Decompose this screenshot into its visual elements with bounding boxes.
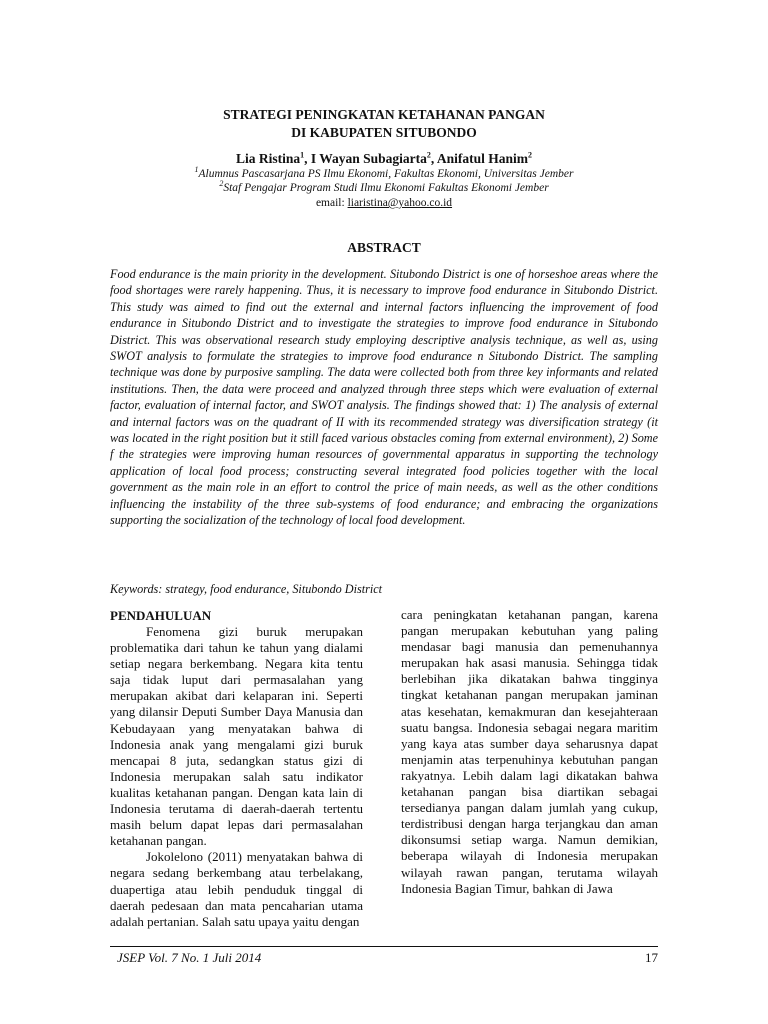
author-1: Lia Ristina	[235, 151, 301, 166]
author-email	[110, 196, 658, 210]
author-separator-2: ,	[430, 151, 437, 166]
email-link[interactable]: liaristina@yahoo.co.id	[347, 197, 453, 209]
affiliation-2-sup: 2	[219, 179, 224, 189]
author-1-sup: 1	[300, 150, 305, 160]
footer-journal-info: JSEP Vol. 7 No. 1 Juli 2014	[117, 950, 262, 965]
author-separator-1: ,	[304, 151, 311, 166]
keywords: Keywords: strategy, food endurance, Situbondo District	[110, 582, 383, 596]
paragraph-2: Jokolelono (2011) menyatakan bahwa di negara sedang berkembang atau terbelakang, duapertiga atau lebih penduduk tinggal di daerah pedesaan dan mata pencaharian utama adalah pertanian. Salah satu upaya yaitu dengan	[110, 849, 363, 929]
author-2-sup: 2	[426, 150, 431, 160]
body-column-right	[401, 607, 658, 897]
footer-divider	[110, 946, 658, 947]
paper-title	[110, 106, 658, 142]
paragraph-3: cara peningkatan ketahanan pangan, karena pangan merupakan kebutuhan yang paling mendasar bagi manusia dan pemenuhannya merupakan hak asasi manusia. Sehingga tidak berlebihan jika dikatakan bahwa tingginya tingkat ketahanan pangan merupakan jaminan atas kesehatan, kemakmuran dan kesejahteraan suatu bangsa. Indonesia sebagai negara maritim yang kaya atas sumber daya seharusnya dapat menjamin atas terpenuhinya kebutuhan pangan rakyatnya. Lebih dalam lagi dikatakan bahwa ketahanan pangan bisa diartikan sebagai tersedianya pangan dalam jumlah yang cukup, terdistribusi dengan harga terjangkau dan aman dikonsumsi setiap warga. Namun demikian, beberapa wilayah di Indonesia merupakan wilayah rawan pangan, terutama wilayah Indonesia Bagian Timur, bahkan di Jawa	[401, 607, 658, 896]
affiliation-1	[110, 167, 658, 181]
author-3: Anifatul Hanim	[436, 151, 529, 166]
affiliation-2-text: Staf Pengajar Program Studi Ilmu Ekonomi Fakultas Ekonomi Jember	[223, 182, 549, 194]
author-2: I Wayan Subagiarta	[310, 151, 427, 166]
email-label: email:	[315, 197, 348, 209]
title-line-1: STRATEGI PENINGKATAN KETAHANAN PANGAN	[223, 107, 545, 122]
author-list	[110, 150, 658, 168]
abstract-heading: ABSTRACT	[347, 240, 421, 255]
paragraph-1: Fenomena gizi buruk merupakan problematika dari tahun ke tahun yang dialami setiap negara berkembang. Negara kita tentu saja tidak luput dari permasalahan yang merupakan akibat dari kelaparan ini. Seperti yang dilansir Deputi Sumber Daya Manusia dan Kebudayaan yang menyatakan bahwa di Indonesia anak yang mengalami gizi buruk mencapai 8 juta, sedangkan status gizi di Indonesia merupakan salah satu indikator kualitas ketahanan pangan. Dengan kata lain di Indonesia terutama di daerah-daerah tertentu masih belum dapat lepas dari permasalahan ketahanan pangan.	[110, 624, 363, 849]
affiliation-1-sup: 1	[194, 165, 199, 175]
footer-page-number: 17	[645, 950, 658, 965]
affiliation-2	[110, 181, 658, 195]
body-column-left	[110, 608, 363, 930]
abstract-body: Food endurance is the main priority in the development. Situbondo District is one of horseshoe areas where the food shortages were rarely happening. Thus, it is necessary to improve food endurance in Situbondo District. This study was aimed to find out the external and internal factors influencing the improvement of food endurance in Situbondo District and to investigate the strategies to improve food endurance in Situbondo District. This was observational research study employing descriptive analysis technique, as well as, using SWOT analysis to formulate the strategies to improve food endurance n Situbondo District. The sampling technique was done by purposive sampling. The data were collected both from three key informants and related institutions. Then, the data were proceed and analyzed through three steps which were evaluation of external factor, evaluation of internal factor, and SWOT analysis. The findings showed that: 1) The analysis of external and internal factors was on the quadrant of II with its recommended strategy was diversification strategy (it was located in the right position but it still faced various obstacles coming from external environment), 2) Some f the strategies were improving human resources of governmental apparatus in supporting the technology application of local food process; constructing several integrated food policies together with the local government as the main role in an effort to control the price of main needs, as well as the other conditions influencing the instability of the three sub-systems of food endurance; and embracing the organizations supporting the socialization of the technology of local food development.	[110, 267, 658, 528]
author-3-sup: 2	[528, 150, 533, 160]
affiliation-1-text: Alumnus Pascasarjana PS Ilmu Ekonomi, Fakultas Ekonomi, Universitas Jember	[198, 168, 574, 180]
title-line-2: DI KABUPATEN SITUBONDO	[291, 125, 477, 140]
section-heading-pendahuluan: PENDAHULUAN	[110, 608, 212, 623]
